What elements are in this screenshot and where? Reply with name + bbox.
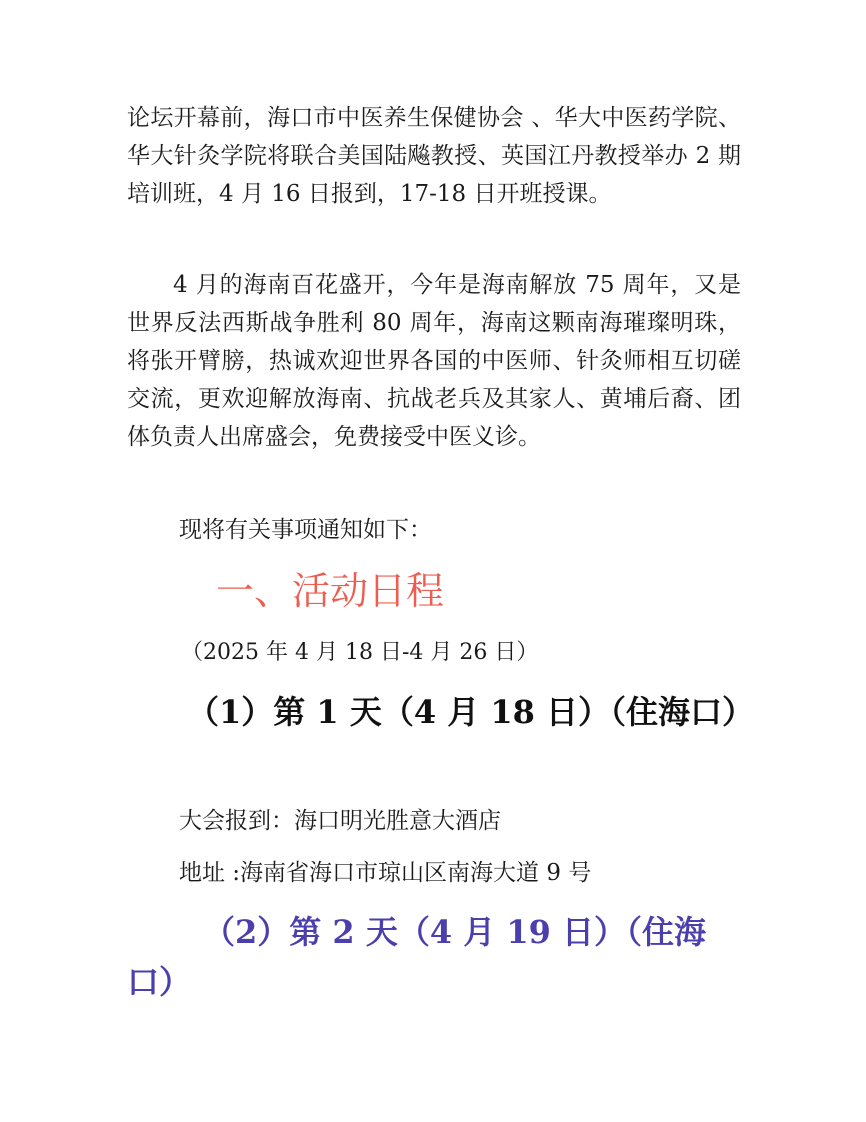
- notice-line: 现将有关事项通知如下：: [179, 517, 432, 543]
- invitation-paragraph: 4 月的海南百花盛开，今年是海南解放 75 周年，又是世界反法西斯战争胜利 80 周年，海南这颗南海璀璨明珠，将张开臂膀，热诚欢迎世界各国的中医师、针灸师相互切磋交流，更欢迎解放海南、抗战老兵及其家人、黄埔后裔、团体负责人出席盛会，免费接受中医义诊。: [127, 272, 741, 450]
- day-1-heading: （1）第 1 天（4 月 18 日）（住海口）: [187, 693, 755, 731]
- day-2-heading: （2）第 2 天（4 月 19 日）（住海口）: [127, 913, 707, 1001]
- section-title: 一、活动日程: [216, 569, 445, 613]
- registration-venue: 大会报到：海口明光胜意大酒店: [179, 808, 501, 834]
- intro-paragraph: 论坛开幕前，海口市中医养生保健协会 、华大中医药学院、华大针灸学院将联合美国陆飚教授、英国江丹教授举办 2 期培训班，4 月 16 日报到，17-18 日开班授课。: [127, 105, 741, 207]
- venue-address: 地址 :海南省海口市琼山区南海大道 9 号: [179, 860, 592, 886]
- schedule-date-range: （2025 年 4 月 18 日-4 月 26 日）: [181, 640, 539, 665]
